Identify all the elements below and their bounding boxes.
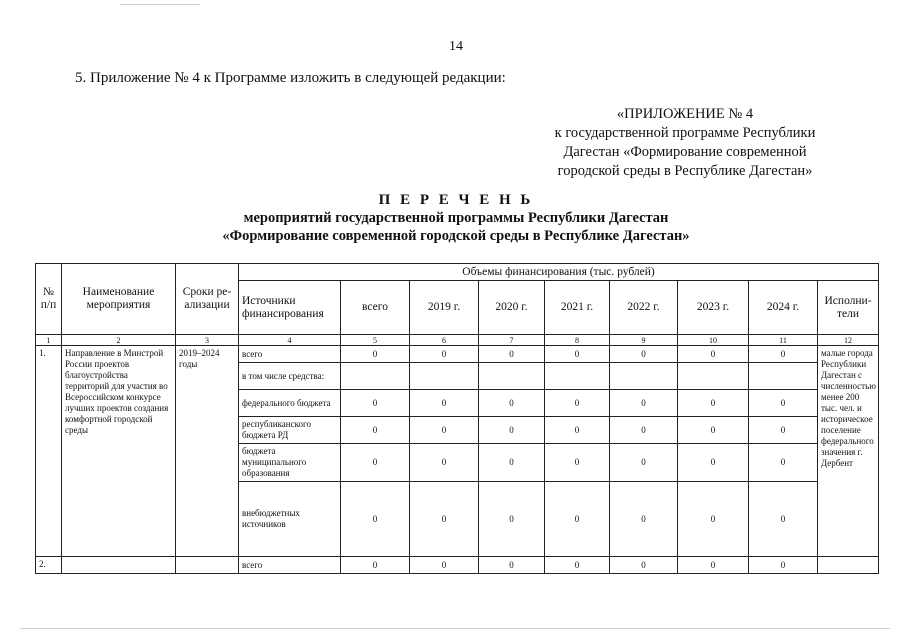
- value-cell: 0: [545, 417, 610, 444]
- executors: [818, 557, 879, 574]
- value-cell: 0: [545, 444, 610, 482]
- header-volumes: Объемы финансирования (тыс. рублей): [239, 264, 879, 281]
- header-2024: 2024 г.: [749, 281, 818, 335]
- column-number: 8: [545, 335, 610, 346]
- source-label: внебюджетных источников: [239, 482, 341, 557]
- appendix-line: к государственной программе Республики: [554, 125, 816, 141]
- header-2020: 2020 г.: [479, 281, 545, 335]
- header-period: Сроки ре-ализации: [176, 264, 239, 335]
- title-main: П Е Р Е Ч Е Н Ь: [378, 192, 534, 208]
- header-2022: 2022 г.: [610, 281, 678, 335]
- column-number: 4: [239, 335, 341, 346]
- amendment-text: 5. Приложение № 4 к Программе изложить в следующей редакции:: [75, 70, 506, 86]
- value-cell: 0: [610, 482, 678, 557]
- appendix-line: Дагестан «Формирование современной: [563, 144, 807, 160]
- source-label: всего: [239, 557, 341, 574]
- column-number: 7: [479, 335, 545, 346]
- value-cell: 0: [610, 346, 678, 363]
- value-cell: 0: [479, 482, 545, 557]
- column-number: 12: [818, 335, 879, 346]
- value-cell: 0: [410, 444, 479, 482]
- header-num: № п/п: [36, 264, 62, 335]
- value-cell: 0: [341, 417, 410, 444]
- column-number: 5: [341, 335, 410, 346]
- column-number: 2: [62, 335, 176, 346]
- value-cell: 0: [678, 346, 749, 363]
- financing-table: [35, 263, 879, 574]
- header-sources: Источники финансирования: [239, 281, 341, 335]
- value-cell: 0: [610, 444, 678, 482]
- header-executors: Исполни-тели: [818, 281, 879, 335]
- value-cell: 0: [678, 557, 749, 574]
- source-label: бюджета муниципального образования: [239, 444, 341, 482]
- value-cell: 0: [678, 482, 749, 557]
- value-cell: [749, 363, 818, 390]
- value-cell: 0: [341, 444, 410, 482]
- value-cell: 0: [410, 557, 479, 574]
- value-cell: 0: [610, 557, 678, 574]
- value-cell: 0: [341, 390, 410, 417]
- value-cell: 0: [545, 346, 610, 363]
- measure-period: [176, 557, 239, 574]
- source-label: федерального бюджета: [239, 390, 341, 417]
- column-number: 3: [176, 335, 239, 346]
- source-label: республиканского бюджета РД: [239, 417, 341, 444]
- value-cell: 0: [749, 444, 818, 482]
- value-cell: 0: [749, 557, 818, 574]
- value-cell: 0: [749, 346, 818, 363]
- value-cell: 0: [610, 417, 678, 444]
- value-cell: [410, 363, 479, 390]
- header-row: [36, 264, 879, 281]
- value-cell: 0: [410, 390, 479, 417]
- column-number: 9: [610, 335, 678, 346]
- value-cell: 0: [341, 557, 410, 574]
- value-cell: 0: [749, 390, 818, 417]
- value-cell: 0: [678, 417, 749, 444]
- value-cell: 0: [341, 346, 410, 363]
- measure-period: 2019–2024 годы: [176, 346, 239, 557]
- value-cell: 0: [749, 482, 818, 557]
- value-cell: 0: [545, 482, 610, 557]
- column-number: 1: [36, 335, 62, 346]
- header-2021: 2021 г.: [545, 281, 610, 335]
- value-cell: [678, 363, 749, 390]
- value-cell: [545, 363, 610, 390]
- table-row: [36, 346, 879, 363]
- value-cell: 0: [479, 390, 545, 417]
- appendix-caption: [540, 105, 830, 181]
- value-cell: [610, 363, 678, 390]
- header-2023: 2023 г.: [678, 281, 749, 335]
- row-number: 2.: [36, 557, 62, 574]
- value-cell: [479, 363, 545, 390]
- value-cell: 0: [749, 417, 818, 444]
- scan-artifact: [20, 628, 890, 629]
- measure-name: Направление в Минстрой России проектов благоустройства территорий для участия во Всероссийском конкурсе лучших проектов создания комфортной городской среды: [62, 346, 176, 557]
- table-row: [36, 557, 879, 574]
- row-number: 1.: [36, 346, 62, 557]
- measure-name: [62, 557, 176, 574]
- executors: малые города Республики Дагестан с численностью менее 200 тыс. чел. и историческое поселение федерального значения г. Дербент: [818, 346, 879, 557]
- value-cell: 0: [410, 482, 479, 557]
- value-cell: 0: [479, 444, 545, 482]
- value-cell: 0: [410, 346, 479, 363]
- appendix-line: городской среды в Республике Дагестан»: [557, 163, 813, 179]
- value-cell: 0: [545, 557, 610, 574]
- page-number: 14: [449, 39, 463, 54]
- value-cell: 0: [479, 346, 545, 363]
- value-cell: 0: [610, 390, 678, 417]
- value-cell: 0: [479, 557, 545, 574]
- column-number: 10: [678, 335, 749, 346]
- value-cell: [341, 363, 410, 390]
- value-cell: 0: [545, 390, 610, 417]
- appendix-line: «ПРИЛОЖЕНИЕ № 4: [616, 106, 754, 122]
- title-line: мероприятий государственной программы Республики Дагестан: [243, 210, 669, 226]
- column-number: 11: [749, 335, 818, 346]
- value-cell: 0: [678, 444, 749, 482]
- value-cell: 0: [678, 390, 749, 417]
- value-cell: 0: [341, 482, 410, 557]
- header-2019: 2019 г.: [410, 281, 479, 335]
- header-total: всего: [341, 281, 410, 335]
- column-number: 6: [410, 335, 479, 346]
- document-title: [0, 192, 912, 245]
- source-label: всего: [239, 346, 341, 363]
- scan-artifact: [120, 4, 200, 5]
- source-label: в том числе средства:: [239, 363, 341, 390]
- value-cell: 0: [410, 417, 479, 444]
- title-line: «Формирование современной городской среды в Республике Дагестан»: [222, 228, 690, 244]
- header-name: Наименование мероприятия: [62, 264, 176, 335]
- column-number-row: [36, 335, 879, 346]
- value-cell: 0: [479, 417, 545, 444]
